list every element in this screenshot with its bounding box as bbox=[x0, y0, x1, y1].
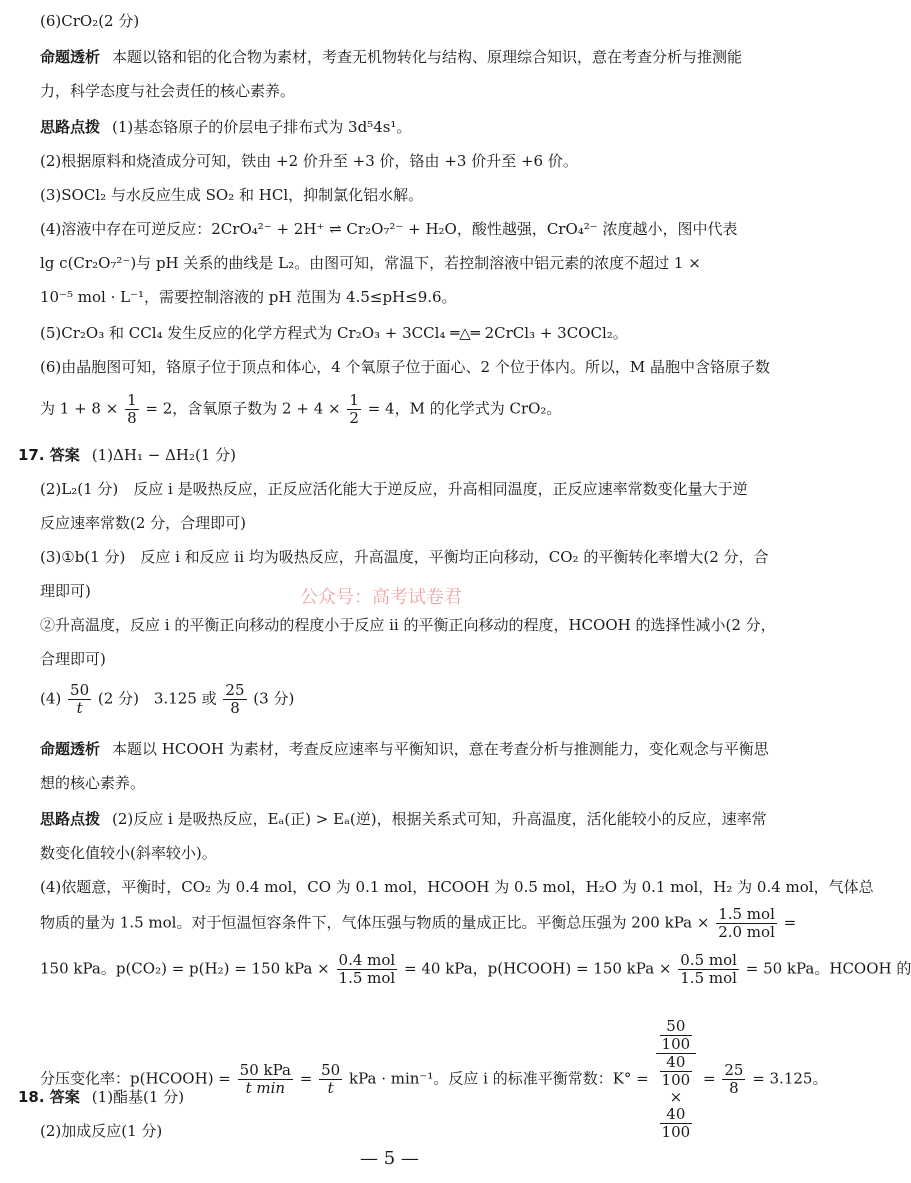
analysis-tag: 命题透析 bbox=[40, 48, 101, 66]
analysis2-line: 命题透析 本题以 HCOOH 为素材，考查反应速率与平衡知识，意在考查分析与推测能力，变化观念与平衡思 bbox=[40, 740, 769, 758]
paragraph-2: (2)根据原料和烧渣成分可知，铁由 +2 价升至 +3 价，铬由 +3 价升至 +6 价。 bbox=[40, 152, 578, 170]
paragraph-4b: lg c(Cr₂O₇²⁻)与 pH 关系的曲线是 L₂。由图可知，常温下，若控制溶液中铝元素的浓度不超过 1 × bbox=[40, 254, 701, 272]
fraction-50kpa-tmin: $\frac{\text{50 kPa}}{\text{t min}}$ bbox=[239, 1061, 291, 1097]
q18-tag: 18. 答案 bbox=[18, 1088, 80, 1106]
fraction-0.4-1.5: $\frac{\text{0.4 mol}}{\text{1.5 mol}}$ bbox=[338, 951, 396, 987]
fraction-25-8: $\frac{25}{8}$ bbox=[225, 681, 245, 717]
analysis2-tag: 命题透析 bbox=[40, 740, 101, 758]
page-number: — 5 — bbox=[360, 1148, 419, 1169]
hint2-tag: 思路点拨 bbox=[40, 810, 101, 828]
calc-line-c: 150 kPa。p(CO₂) = p(H₂) = 150 kPa × $\frac{\text{0.4 mol}}{\text{1.5 mol}}$ = 40 kPa，p(HCOOH) = 150 kPa × $\frac{\text{0.5 mol}}{\text{1.5 mol}}$ = 50 kPa。HCOOH 的 bbox=[40, 951, 911, 987]
paragraph-4c: 10⁻⁵ mol · L⁻¹，需要控制溶液的 pH 范围为 4.5≤pH≤9.6。 bbox=[40, 288, 457, 306]
hint-text: (1)基态铬原子的价层电子排布式为 3d⁵4s¹。 bbox=[112, 118, 412, 136]
hint-tag: 思路点拨 bbox=[40, 118, 101, 136]
paragraph-3: (3)SOCl₂ 与水反应生成 SO₂ 和 HCl，抑制氯化铝水解。 bbox=[40, 186, 424, 204]
q17-part2b: 反应速率常数(2 分，合理即可) bbox=[40, 514, 247, 532]
fraction-1-8: $\frac{1}{8}$ bbox=[127, 391, 137, 427]
q17-part3c: ②升高温度，反应 i 的平衡正向移动的程度小于反应 ii 的平衡正向移动的程度，HCOOH 的选择性减小(2 分， bbox=[40, 616, 776, 634]
hint2-line: 思路点拨 (2)反应 i 是吸热反应，Eₐ(正) > Eₐ(逆)，根据关系式可知，升高温度，活化能较小的反应，速率常 bbox=[40, 810, 767, 828]
q18-answer-line: 18. 答案 (1)酯基(1 分) bbox=[18, 1088, 185, 1106]
q17-tag: 17. 答案 bbox=[18, 446, 80, 464]
analysis2-cont: 想的核心素养。 bbox=[40, 774, 146, 792]
answer-line-6: (6)CrO₂(2 分) bbox=[40, 12, 140, 30]
fraction-1-2: $\frac{1}{2}$ bbox=[349, 391, 359, 427]
fraction-k-compound: 50 100 40 100 × 40 100 bbox=[656, 1018, 697, 1141]
q17-part3a: (3)①b(1 分) 反应 i 和反应 ii 均为吸热反应，升高温度，平衡均正向移动，CO₂ 的平衡转化率增大(2 分，合 bbox=[40, 548, 769, 566]
fraction-50-t: $\frac{50}{t}$ bbox=[70, 681, 90, 717]
fraction-1.5-2.0: $\frac{\text{1.5 mol}}{\text{2.0 mol}}$ bbox=[718, 905, 775, 941]
calc-line-b: 物质的量为 1.5 mol。对于恒温恒容条件下，气体压强与物质的量成正比。平衡总压强为 200 kPa × $\frac{\text{1.5 mol}}{\text{2.0 mol}}$ = bbox=[40, 905, 797, 941]
q17-part3b: 理即可) bbox=[40, 582, 91, 600]
q17-part4: (4) $\frac{50}{t}$ (2 分) 3.125 或 $\frac{25}{8}$ (3 分) bbox=[40, 681, 295, 717]
analysis-line-cont: 力，科学态度与社会责任的核心素养。 bbox=[40, 82, 296, 100]
q17-part2a: (2)L₂(1 分) 反应 i 是吸热反应，正反应活化能大于逆反应，升高相同温度，正反应速率常数变化量大于逆 bbox=[40, 480, 748, 498]
paragraph-4a: (4)溶液中存在可逆反应：2CrO₄²⁻ + 2H⁺ ⇌ Cr₂O₇²⁻ + H₂O，酸性越强，CrO₄²⁻ 浓度越小，图中代表 bbox=[40, 220, 738, 238]
calc-line-a: (4)依题意，平衡时，CO₂ 为 0.4 mol，CO 为 0.1 mol，HCOOH 为 0.5 mol，H₂O 为 0.1 mol，H₂ 为 0.4 mol，气体总 bbox=[40, 878, 874, 896]
q18-part2: (2)加成反应(1 分) bbox=[40, 1122, 163, 1140]
q17-part3d: 合理即可) bbox=[40, 650, 106, 668]
analysis-line bbox=[40, 46, 770, 68]
fraction-25-8-2: $\frac{25}{8}$ bbox=[724, 1061, 744, 1097]
hint-line bbox=[40, 116, 770, 138]
q17-answer-line: 17. 答案 (1)ΔH₁ − ΔH₂(1 分) bbox=[18, 446, 237, 464]
paragraph-6b: 为 1 + 8 × $\frac{1}{8}$ = 2，含氧原子数为 2 + 4 × $\frac{1}{2}$ = 4，M 的化学式为 CrO₂。 bbox=[40, 391, 562, 427]
paragraph-6a: (6)由晶胞图可知，铬原子位于顶点和体心，4 个氧原子位于面心、2 个位于体内。所以，M 晶胞中含铬原子数 bbox=[40, 358, 771, 376]
fraction-50-t-2: $\frac{50}{t}$ bbox=[321, 1061, 341, 1097]
fraction-0.5-1.5: $\frac{\text{0.5 mol}}{\text{1.5 mol}}$ bbox=[680, 951, 737, 987]
calc-line-d: 分压变化率：p(HCOOH) = $\frac{\text{50 kPa}}{\text{t min}}$ = $\frac{50}{t}$ kPa · min⁻¹。反应 i 的标准平衡常数：K° = 50 100 40 100 × 40 100 = $\frac{25}{8}$ = 3.125。 bbox=[40, 1017, 828, 1141]
watermark: 公众号：高考试卷君 bbox=[300, 587, 462, 608]
paragraph-5: (5)Cr₂O₃ 和 CCl₄ 发生反应的化学方程式为 Cr₂O₃ + 3CCl₄ ═△═ 2CrCl₃ + 3COCl₂。 bbox=[40, 324, 628, 342]
hint2-cont: 数变化值较小(斜率较小)。 bbox=[40, 844, 217, 862]
analysis-text: 本题以铬和铝的化合物为素材，考查无机物转化与结构、原理综合知识，意在考查分析与推测能 bbox=[112, 48, 743, 66]
